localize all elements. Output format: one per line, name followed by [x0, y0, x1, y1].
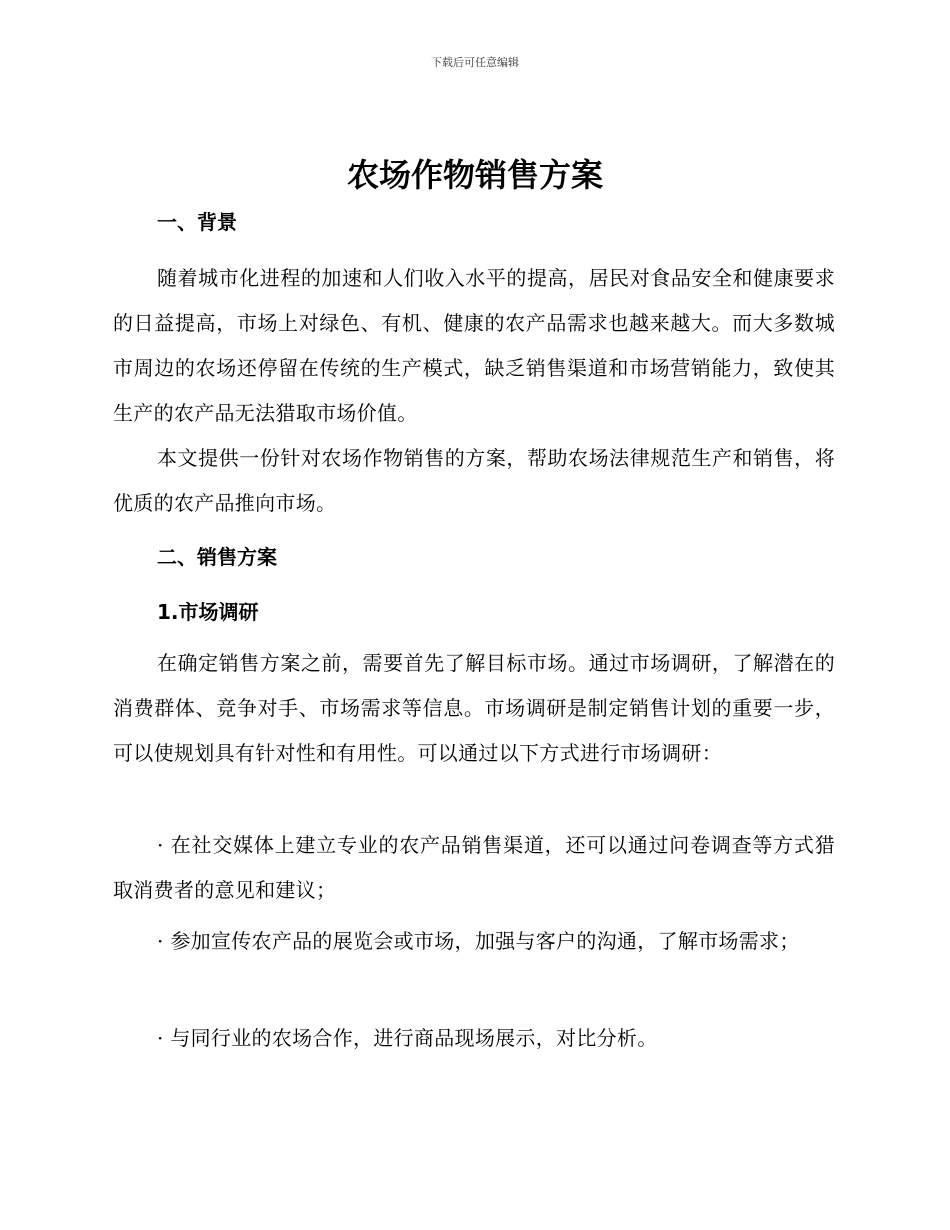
list-item-exhibition: · 参加宣传农产品的展览会或市场，加强与客户的沟通，了解市场需求； — [157, 929, 800, 953]
section-heading-background: 一、背景 — [157, 210, 237, 234]
paragraph-market-research: 在确定销售方案之前，需要首先了解目标市场。通过市场调研，了解潜在的消费群体、竞争对手、市场需求等信息。市场调研是制定销售计划的重要一步，可以使规划具有针对性和有用性。可以通过以下方式进行市场调研： — [113, 651, 835, 765]
list-item-social-media: · 在社交媒体上建立专业的农产品销售渠道，还可以通过问卷调查等方式猎取消费者的意见和建议； — [113, 833, 835, 902]
paragraph-background-1: 随着城市化进程的加速和人们收入水平的提高，居民对食品安全和健康要求的日益提高，市场上对绿色、有机、健康的农产品需求也越来越大。而大多数城市周边的农场还停留在传统的生产模式，缺乏销售渠道和市场营销能力，致使其生产的农产品无法猎取市场价值。 — [113, 266, 835, 425]
subheading-market-research: 1.市场调研 — [157, 600, 259, 624]
section-heading-sales-plan: 二、销售方案 — [157, 545, 277, 569]
paragraph-background-2: 本文提供一份针对农场作物销售的方案，帮助农场法律规范生产和销售，将优质的农产品推向市场。 — [113, 446, 835, 515]
page-header: 下载后可任意编辑 — [431, 56, 519, 69]
document-title: 农场作物销售方案 — [346, 156, 603, 194]
list-item-cooperation: · 与同行业的农场合作，进行商品现场展示，对比分析。 — [157, 1026, 658, 1050]
